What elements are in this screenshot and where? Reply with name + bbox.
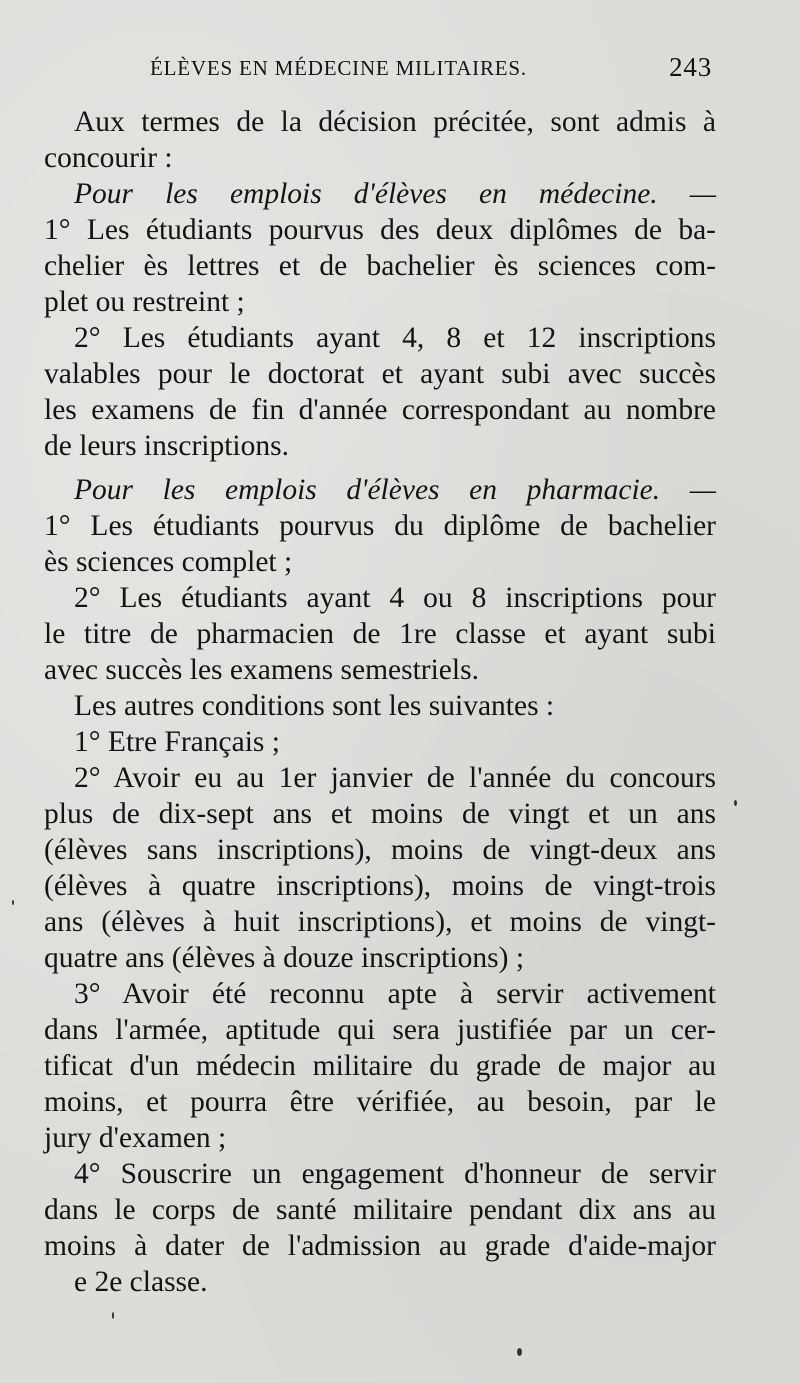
text-line: Aux termes de la décision précitée, sont admis à [74, 106, 716, 138]
text-line: Les autres conditions sont les suivantes : [74, 690, 555, 722]
text-line: dans le corps de santé militaire pendant dix ans au [44, 1194, 716, 1226]
paper-speck [734, 800, 737, 806]
text-line: ès sciences complet ; [44, 546, 293, 578]
paper-speck [12, 900, 14, 905]
text-line: 3° Avoir été reconnu apte à servir activement [74, 978, 716, 1010]
text-line: dans l'armée, aptitude qui sera justifiée par un cer- [44, 1014, 716, 1046]
section-heading-medecine: Pour les emplois d'élèves en médecine. — [74, 178, 716, 210]
text-line: quatre ans (élèves à douze inscriptions) ; [44, 942, 525, 974]
text-line: e 2e classe. [74, 1266, 208, 1298]
page-body [44, 104, 716, 1300]
running-title: ÉLÈVES EN MÉDECINE MILITAIRES. [150, 56, 527, 80]
page-number: 243 [669, 52, 712, 82]
text-line: 2° Avoir eu au 1er janvier de l'année du concours [74, 762, 716, 794]
paper-speck [517, 1348, 522, 1356]
section-heading-pharmacie: Pour les emplois d'élèves en pharmacie. — [74, 474, 716, 506]
text-line: le titre de pharmacien de 1re classe et ayant subi [44, 618, 716, 650]
text-line: 2° Les étudiants ayant 4, 8 et 12 inscriptions [74, 322, 716, 354]
text-line: avec succès les examens semestriels. [44, 654, 479, 686]
text-line: de leurs inscriptions. [44, 430, 289, 462]
text-line: concourir : [44, 142, 173, 174]
text-line: 4° Souscrire un engagement d'honneur de servir [74, 1158, 716, 1190]
text-line: (élèves à quatre inscriptions), moins de vingt-trois [44, 870, 716, 902]
text-line: plet ou restreint ; [44, 286, 245, 318]
text-line: moins, et pourra être vérifiée, au besoin, par le [44, 1086, 716, 1118]
text-line: plus de dix-sept ans et moins de vingt et un ans [44, 798, 716, 830]
text-line: ans (élèves à huit inscriptions), et moins de vingt- [44, 906, 716, 938]
text-line: les examens de fin d'année correspondant au nombre [44, 394, 716, 426]
text-line: 1° Les étudiants pourvus des deux diplômes de ba- [44, 214, 716, 246]
text-line: 1° Les étudiants pourvus du diplôme de bachelier [44, 510, 716, 542]
paper-speck [112, 1312, 114, 1319]
page-header [150, 52, 712, 88]
text-line: tificat d'un médecin militaire du grade de major au [44, 1050, 716, 1082]
text-line: moins à dater de l'admission au grade d'aide-major [44, 1230, 716, 1262]
text-line: (élèves sans inscriptions), moins de vingt-deux ans [44, 834, 716, 866]
text-line: valables pour le doctorat et ayant subi avec succès [44, 358, 716, 390]
text-line: chelier ès lettres et de bachelier ès sciences com- [44, 250, 716, 282]
text-line: 2° Les étudiants ayant 4 ou 8 inscriptions pour [74, 582, 716, 614]
text-line: 1° Etre Français ; [74, 726, 280, 758]
text-line: jury d'examen ; [44, 1122, 227, 1154]
